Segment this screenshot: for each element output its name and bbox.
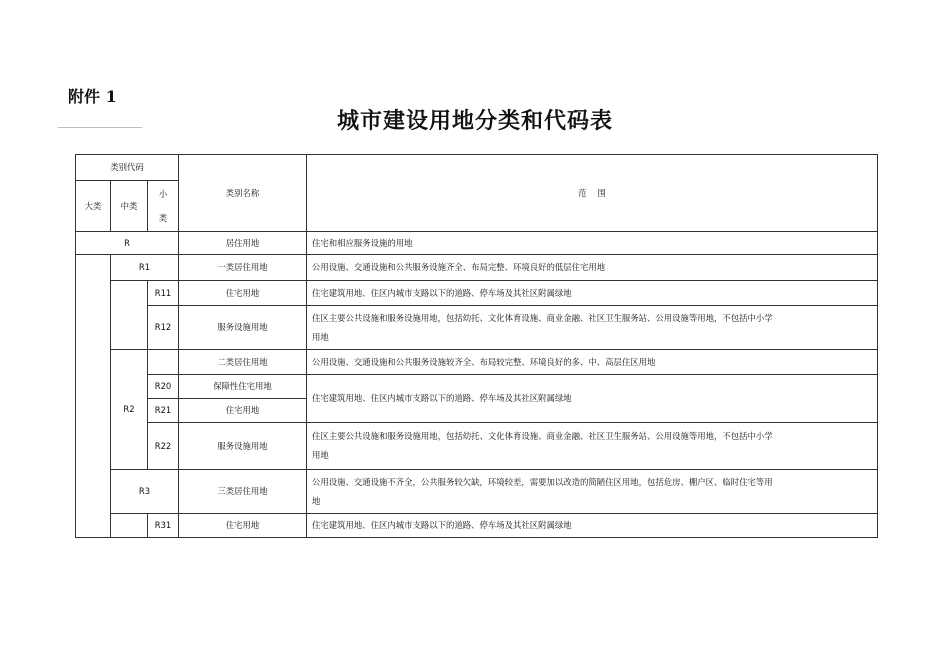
header-medium: 中类 bbox=[111, 181, 148, 232]
name-cell: 保障性住宅用地 bbox=[179, 375, 307, 399]
major-blank-cell bbox=[76, 255, 111, 538]
attachment-label: 附件 1 bbox=[68, 87, 117, 106]
header-minor-bottom: 类 bbox=[158, 213, 168, 223]
scope-line: 住区主要公共设施和服务设施用地，包括幼托、文化体育设施、商业金融、社区卫生服务站、公用设施等用地，不包括中小学 bbox=[312, 431, 773, 441]
scope-cell: 住宅建筑用地、住区内城市支路以下的道路、停车场及其社区附属绿地 bbox=[307, 375, 878, 423]
name-cell: 二类居住用地 bbox=[179, 350, 307, 375]
land-use-code-table bbox=[75, 154, 878, 538]
header-scope-text: 范 围 bbox=[578, 187, 606, 198]
scope-cell: 公用设施、交通设施和公共服务设施较齐全、布局较完整、环境良好的多、中、高层住区用地 bbox=[307, 350, 878, 375]
scope-line: 地 bbox=[312, 495, 321, 506]
code-cell: R1 bbox=[111, 255, 179, 281]
code-cell: R31 bbox=[148, 514, 179, 538]
scope-cell bbox=[307, 423, 878, 470]
table-row bbox=[76, 255, 878, 281]
code-cell: R2 bbox=[111, 350, 148, 470]
name-cell: 住宅用地 bbox=[179, 399, 307, 423]
code-cell: R11 bbox=[148, 281, 179, 306]
scope-line: 用地 bbox=[312, 450, 329, 460]
table-row bbox=[76, 155, 878, 181]
table-row bbox=[76, 423, 878, 470]
header-minor bbox=[148, 181, 179, 232]
name-cell: 一类居住用地 bbox=[179, 255, 307, 281]
scope-line: 用地 bbox=[312, 331, 329, 342]
scope-cell bbox=[307, 306, 878, 350]
name-cell: 服务设施用地 bbox=[179, 306, 307, 350]
scope-cell: 住宅建筑用地、住区内城市支路以下的道路、停车场及其社区附属绿地 bbox=[307, 281, 878, 306]
page-title: 城市建设用地分类和代码表 bbox=[336, 109, 613, 134]
table-row bbox=[76, 232, 878, 255]
header-code-group: 类别代码 bbox=[76, 155, 179, 181]
code-cell: R3 bbox=[111, 470, 179, 514]
table-row bbox=[76, 514, 878, 538]
header-major: 大类 bbox=[76, 181, 111, 232]
header-minor-top: 小 bbox=[158, 189, 168, 199]
scope-cell bbox=[307, 470, 878, 514]
name-cell: 住宅用地 bbox=[179, 514, 307, 538]
header-scope bbox=[307, 155, 878, 232]
table-row bbox=[76, 375, 878, 399]
name-cell: 住宅用地 bbox=[179, 281, 307, 306]
scope-line: 公用设施、交通设施不齐全，公共服务较欠缺，环境较差，需要加以改造的简陋住区用地，包括危房、棚户区、临时住宅等用 bbox=[312, 476, 773, 487]
table-row bbox=[76, 350, 878, 375]
code-cell: R21 bbox=[148, 399, 179, 423]
scope-cell: 住宅和相应服务设施的用地 bbox=[307, 232, 878, 255]
name-cell: 居住用地 bbox=[179, 232, 307, 255]
code-cell: R22 bbox=[148, 423, 179, 470]
table-row bbox=[76, 470, 878, 514]
scope-cell: 住宅建筑用地、住区内城市支路以下的道路、停车场及其社区附属绿地 bbox=[307, 514, 878, 538]
table-row bbox=[76, 281, 878, 306]
header-category-name: 类别名称 bbox=[179, 155, 307, 232]
code-cell: R20 bbox=[148, 375, 179, 399]
code-cell: R12 bbox=[148, 306, 179, 350]
medium-blank-cell bbox=[111, 281, 148, 350]
medium-blank-cell bbox=[111, 514, 148, 538]
minor-blank-cell bbox=[148, 350, 179, 375]
name-cell: 服务设施用地 bbox=[179, 423, 307, 470]
scope-line: 住区主要公共设施和服务设施用地，包括幼托、文化体育设施、商业金融、社区卫生服务站、公用设施等用地，不包括中小学 bbox=[312, 312, 773, 323]
code-cell: R bbox=[76, 232, 179, 255]
scope-cell: 公用设施、交通设施和公共服务设施齐全、布局完整、环境良好的低层住宅用地 bbox=[307, 255, 878, 281]
name-cell: 三类居住用地 bbox=[179, 470, 307, 514]
table-row bbox=[76, 306, 878, 350]
